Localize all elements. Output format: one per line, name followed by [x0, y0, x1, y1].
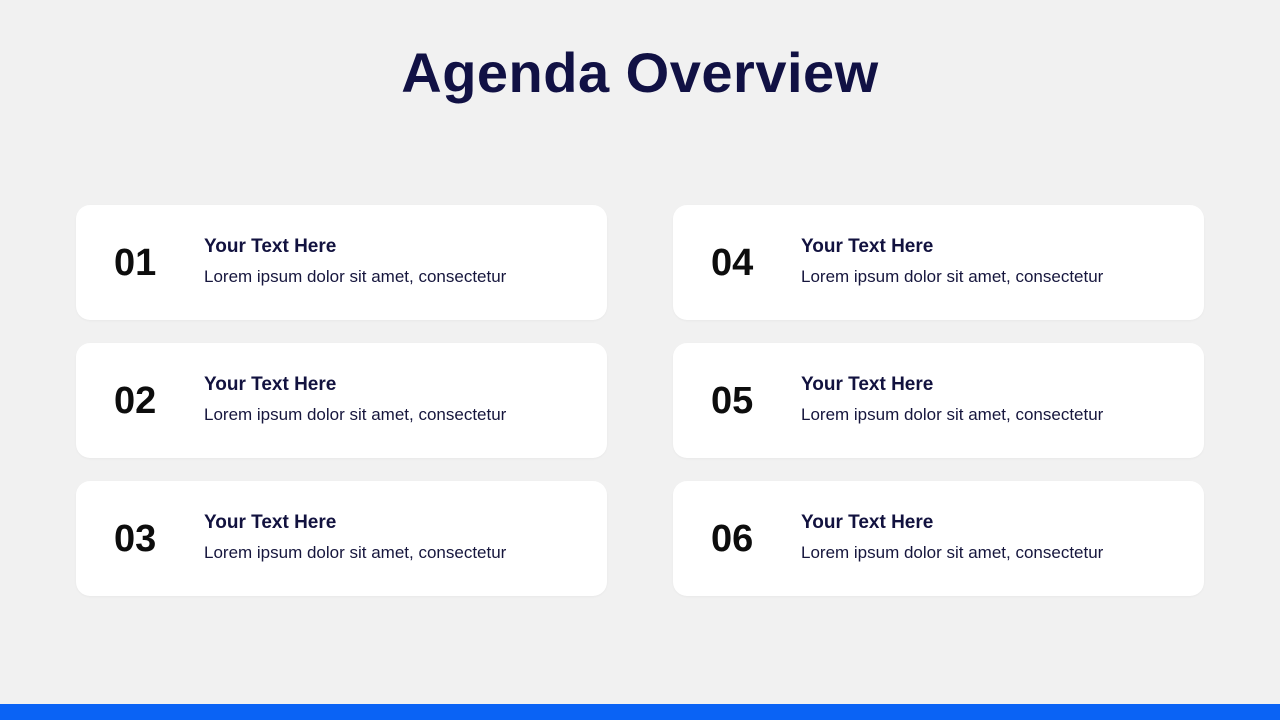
agenda-card-text [801, 237, 1103, 287]
agenda-card-number: 05 [711, 379, 754, 422]
agenda-card-body: Lorem ipsum dolor sit amet, consectetur [801, 543, 1104, 563]
agenda-card-body: Lorem ipsum dolor sit amet, consectetur [204, 405, 507, 425]
agenda-card-body: Lorem ipsum dolor sit amet, consectetur [801, 405, 1104, 425]
agenda-card-heading: Your Text Here [204, 512, 337, 534]
agenda-card-text [801, 513, 1103, 563]
agenda-card-text [204, 237, 506, 287]
agenda-card-02[interactable] [76, 343, 607, 458]
agenda-card-body: Lorem ipsum dolor sit amet, consectetur [204, 543, 507, 563]
agenda-card-text [204, 513, 506, 563]
agenda-card-grid [76, 205, 1204, 596]
agenda-card-text [204, 375, 506, 425]
agenda-card-heading: Your Text Here [801, 374, 934, 396]
agenda-card-06[interactable] [673, 481, 1204, 596]
page-title: Agenda Overview [401, 41, 879, 104]
agenda-card-04[interactable] [673, 205, 1204, 320]
agenda-card-heading: Your Text Here [801, 512, 934, 534]
agenda-card-heading: Your Text Here [204, 236, 337, 258]
agenda-card-number: 04 [711, 241, 754, 284]
agenda-card-number: 03 [114, 517, 157, 560]
agenda-card-heading: Your Text Here [204, 374, 337, 396]
agenda-card-05[interactable] [673, 343, 1204, 458]
agenda-card-text [801, 375, 1103, 425]
agenda-card-number: 01 [114, 241, 157, 284]
agenda-card-heading: Your Text Here [801, 236, 934, 258]
agenda-card-01[interactable] [76, 205, 607, 320]
agenda-card-body: Lorem ipsum dolor sit amet, consectetur [204, 267, 507, 287]
agenda-card-body: Lorem ipsum dolor sit amet, consectetur [801, 267, 1104, 287]
agenda-card-number: 06 [711, 517, 754, 560]
footer-accent-bar [0, 704, 1280, 720]
agenda-card-03[interactable] [76, 481, 607, 596]
agenda-card-number: 02 [114, 379, 157, 422]
